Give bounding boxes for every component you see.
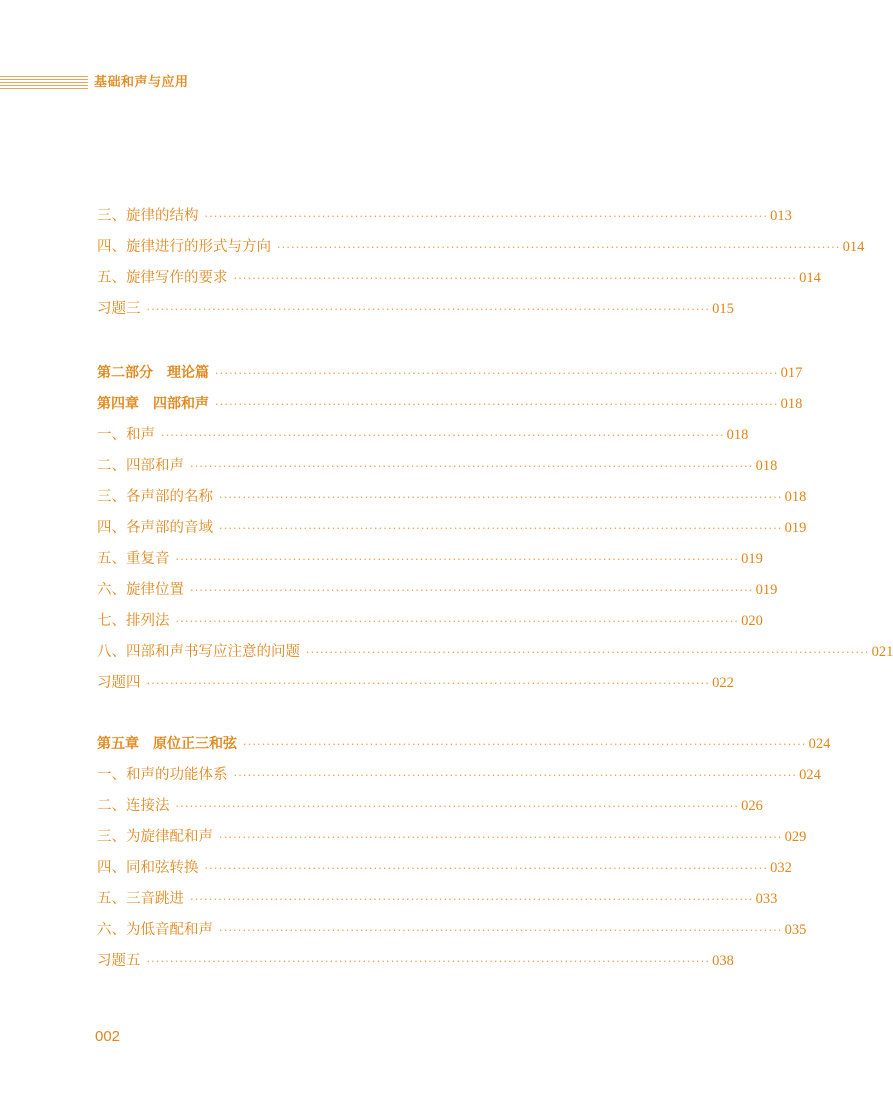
- toc-entry-label: 三、旋律的结构: [97, 208, 199, 224]
- page-number: 002: [95, 1028, 121, 1045]
- toc-entry-label: 五、三音跳进: [97, 891, 184, 907]
- toc-leader-dots: ························································································································: [146, 955, 711, 968]
- toc-entry[interactable]: [97, 298, 734, 320]
- toc-entry-page: 018: [726, 427, 749, 443]
- toc-entry-label: 六、为低音配和声: [97, 922, 213, 938]
- toc-entry-page: 019: [741, 551, 763, 567]
- toc-leader-dots: ························································································································: [175, 800, 740, 813]
- toc-entry-page: 035: [784, 922, 807, 938]
- toc-entry[interactable]: [97, 641, 893, 663]
- toc-entry-label: 一、和声的功能体系: [97, 767, 228, 783]
- toc-entry[interactable]: [97, 424, 749, 446]
- toc-leader-dots: ························································································································: [161, 429, 725, 442]
- toc-entry[interactable]: [97, 826, 807, 848]
- toc-entry[interactable]: [97, 205, 792, 227]
- toc-heading[interactable]: [97, 733, 831, 755]
- toc-entry-label: 第二部分 理论篇: [97, 365, 209, 381]
- toc-entry-label: 习题四: [97, 675, 141, 691]
- toc-entry-label: 八、四部和声书写应注意的问题: [97, 644, 300, 660]
- toc-entry-page: 024: [808, 736, 831, 752]
- toc-leader-dots: ························································································································: [219, 491, 783, 504]
- toc-heading[interactable]: [97, 362, 803, 384]
- toc-entry-label: 四、各声部的音域: [97, 520, 213, 536]
- toc-entry-page: 019: [784, 520, 807, 536]
- toc-entry-page: 024: [799, 767, 821, 783]
- toc-entry-page: 020: [741, 613, 763, 629]
- toc-heading[interactable]: [97, 393, 803, 415]
- toc-entry-label: 习题五: [97, 953, 141, 969]
- toc-entry[interactable]: [97, 888, 778, 910]
- toc-entry[interactable]: [97, 610, 763, 632]
- toc-entry-page: 019: [755, 582, 778, 598]
- toc-entry-page: 014: [842, 239, 865, 255]
- toc-entry[interactable]: [97, 764, 821, 786]
- toc-entry[interactable]: [97, 236, 865, 258]
- toc-leader-dots: ························································································································: [190, 893, 754, 906]
- toc-entry-page: 021: [871, 644, 893, 660]
- toc-leader-dots: ························································································································: [204, 210, 769, 223]
- toc-entry-page: 022: [712, 675, 734, 691]
- toc-leader-dots: ························································································································: [306, 646, 870, 659]
- toc-entry-page: 015: [712, 301, 734, 317]
- toc-leader-dots: ························································································································: [215, 398, 779, 411]
- toc-entry-label: 五、重复音: [97, 551, 170, 567]
- toc-entry-page: 029: [784, 829, 807, 845]
- toc-leader-dots: ························································································································: [219, 831, 783, 844]
- toc-entry-page: 026: [741, 798, 763, 814]
- toc-entry-label: 三、为旋律配和声: [97, 829, 213, 845]
- toc-entry-page: 038: [712, 953, 734, 969]
- toc-entry-label: 三、各声部的名称: [97, 489, 213, 505]
- toc-entry[interactable]: [97, 579, 778, 601]
- toc-leader-dots: ························································································································: [215, 367, 779, 380]
- toc-leader-dots: ························································································································: [243, 738, 807, 751]
- toc-leader-dots: ························································································································: [204, 862, 769, 875]
- toc-entry-page: 018: [784, 489, 807, 505]
- toc-entry[interactable]: [97, 548, 763, 570]
- toc-entry[interactable]: [97, 672, 734, 694]
- toc-leader-dots: ························································································································: [219, 522, 783, 535]
- toc-entry[interactable]: [97, 919, 807, 941]
- toc-entry-label: 四、同和弦转换: [97, 860, 199, 876]
- toc-entry-page: 018: [755, 458, 778, 474]
- toc-leader-dots: ························································································································: [175, 553, 740, 566]
- toc-leader-dots: ························································································································: [233, 769, 798, 782]
- toc-entry[interactable]: [97, 795, 763, 817]
- toc-entry-label: 四、旋律进行的形式与方向: [97, 239, 271, 255]
- toc-entry[interactable]: [97, 486, 807, 508]
- toc-entry-page: 013: [770, 208, 792, 224]
- toc-leader-dots: ························································································································: [277, 241, 841, 254]
- toc-entry-label: 一、和声: [97, 427, 155, 443]
- toc-entry[interactable]: [97, 517, 807, 539]
- toc-leader-dots: ························································································································: [146, 677, 711, 690]
- toc-entry-label: 七、排列法: [97, 613, 170, 629]
- toc-entry[interactable]: [97, 267, 821, 289]
- toc-entry[interactable]: [97, 857, 792, 879]
- toc-entry-label: 习题三: [97, 301, 141, 317]
- toc-leader-dots: ························································································································: [175, 615, 740, 628]
- toc-entry-label: 第五章 原位正三和弦: [97, 736, 237, 752]
- toc-leader-dots: ························································································································: [190, 584, 754, 597]
- toc-entry-label: 五、旋律写作的要求: [97, 270, 228, 286]
- toc-entry-page: 017: [780, 365, 803, 381]
- toc-entry-page: 018: [780, 396, 803, 412]
- toc-leader-dots: ························································································································: [146, 303, 711, 316]
- toc-entry-label: 二、连接法: [97, 798, 170, 814]
- toc-entry[interactable]: [97, 455, 778, 477]
- toc-entry[interactable]: [97, 950, 734, 972]
- toc-leader-dots: ························································································································: [219, 924, 783, 937]
- running-header: [0, 74, 320, 94]
- toc-entry-page: 014: [799, 270, 821, 286]
- toc-entry-page: 033: [755, 891, 778, 907]
- toc-entry-label: 六、旋律位置: [97, 582, 184, 598]
- toc-leader-dots: ························································································································: [190, 460, 754, 473]
- toc-entry-page: 032: [770, 860, 792, 876]
- toc-leader-dots: ························································································································: [233, 272, 798, 285]
- header-decorative-lines: [0, 74, 88, 94]
- toc-entry-label: 二、四部和声: [97, 458, 184, 474]
- toc-entry-label: 第四章 四部和声: [97, 396, 209, 412]
- header-title: 基础和声与应用: [94, 75, 189, 90]
